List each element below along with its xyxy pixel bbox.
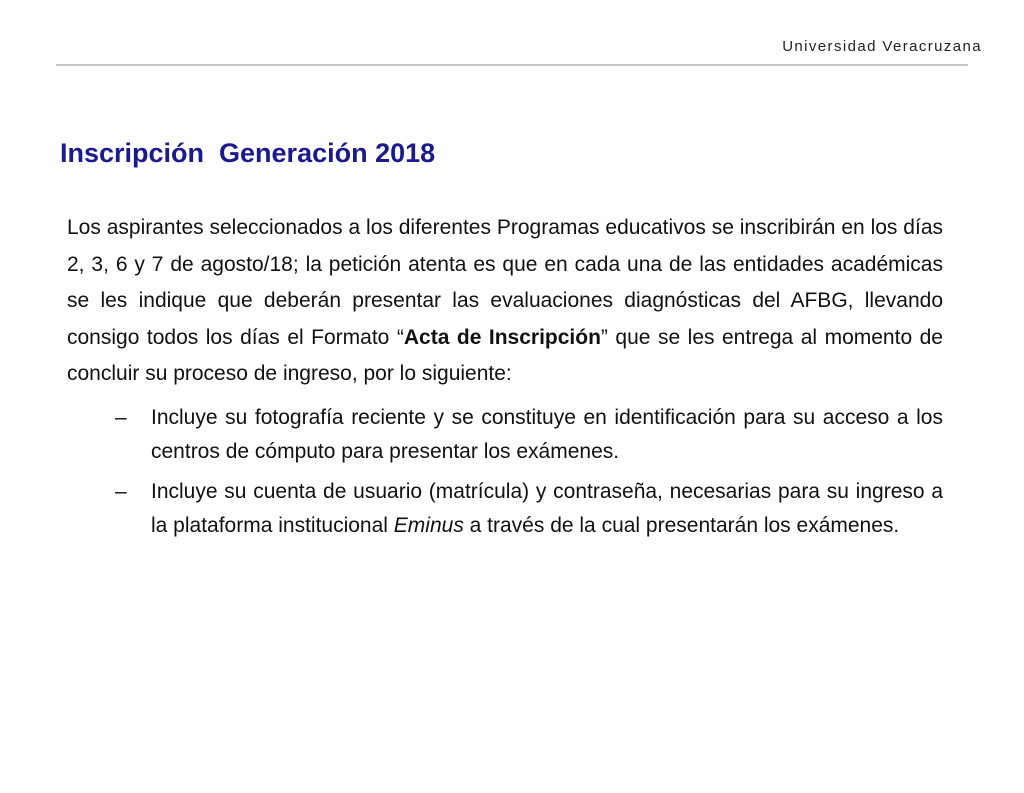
- form-name-bold: Acta de Inscripción: [403, 325, 601, 349]
- bullet-dash-icon: –: [115, 405, 127, 429]
- intro-paragraph: [67, 210, 943, 393]
- bullet-text-start: Incluye su cuenta de usuario (matrícula) y contraseña, necesarias para su ingreso a la plataforma institucional: [151, 479, 943, 537]
- bullet-text-end: a través de la cual presentarán los exámenes.: [463, 513, 900, 537]
- intro-text-end: ” que se les entrega al momento de concluir su proceso de ingreso, por lo siguiente:: [67, 325, 943, 385]
- bullet-item-photo: [67, 401, 943, 469]
- bullet-item-account: [67, 475, 943, 543]
- intro-text-start: Los aspirantes seleccionados a los diferentes Programas educativos se inscribirán en los días 2, 3, 6 y 7 de agosto/18; la petición atenta es que en cada una de las entidades académicas se les indique que deberán presentar las evaluaciones diagnósticas del AFBG, llevando consigo todos los días el Formato “: [67, 216, 943, 349]
- platform-name-italic: Eminus: [393, 513, 464, 537]
- bullet-dash-icon: –: [115, 479, 127, 503]
- bullet-text: Incluye su fotografía reciente y se constituye en identificación para su acceso a los centros de cómputo para presentar los exámenes.: [151, 405, 943, 463]
- header-organization: Universidad Veracruzana: [782, 38, 982, 55]
- slide-title: Inscripción Generación 2018: [60, 138, 436, 168]
- header-divider: [56, 64, 968, 66]
- slide-body: [67, 210, 943, 549]
- bullet-list: [67, 401, 943, 543]
